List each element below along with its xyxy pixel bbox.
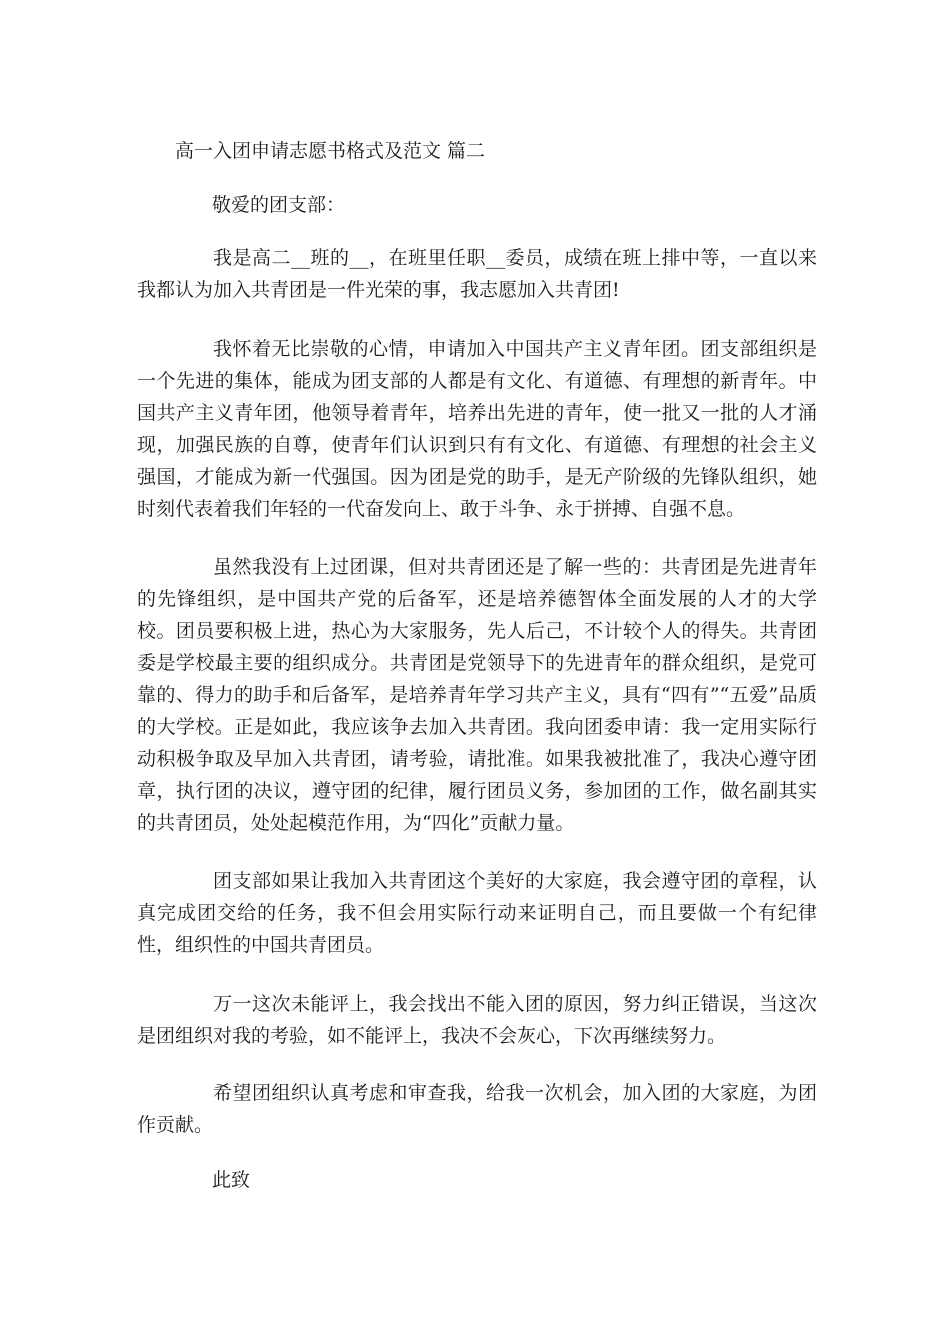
- paragraph: 万一这次未能评上，我会找出不能入团的原因，努力纠正错误，当这次是团组织对我的考验，如不能评上，我决不会灰心，下次再继续努力。: [137, 993, 817, 1047]
- salutation: 敬爱的团支部：: [212, 194, 346, 216]
- paragraph: 我怀着无比崇敬的心情，申请加入中国共产主义青年团。团支部组织是一个先进的集体，能成为团支部的人都是有文化、有道德、有理想的新青年。中国共产主义青年团，他领导着青年，培养出先进的青年，使一批又一批的人才涌现，加强民族的自尊，使青年们认识到只有有文化、有道德、有理想的社会主义强国，才能成为新一代强国。因为团是党的助手，是无产阶级的先锋队组织，她时刻代表着我们年轻的一代奋发向上、敢于斗争、永于拼搏、自强不息。: [137, 338, 817, 520]
- paragraph: 团支部如果让我加入共青团这个美好的大家庭，我会遵守团的章程，认真完成团交给的任务，我不但会用实际行动来证明自己，而且要做一个有纪律性，组织性的中国共青团员。: [137, 870, 817, 956]
- paragraph: 希望团组织认真考虑和审查我，给我一次机会，加入团的大家庭，为团作贡献。: [137, 1082, 817, 1136]
- paragraph: 虽然我没有上过团课，但对共青团还是了解一些的：共青团是先进青年的先锋组织，是中国共产党的后备军，还是培养德智体全面发展的人才的大学校。团员要积极上进，热心为大家服务，先人后己，不计较个人的得失。共青团委是学校最主要的组织成分。共青团是党领导下的先进青年的群众组织，是党可靠的、得力的助手和后备军，是培养青年学习共产主义，具有“四有”“五爱”品质的大学校。正是如此，我应该争去加入共青团。我向团委申请：我一定用实际行动积极争取及早加入共青团，请考验，请批准。如果我被批准了，我决心遵守团章，执行团的决议，遵守团的纪律，履行团员义务，参加团的工作，做名副其实的共青团员，处处起模范作用，为“四化”贡献力量。: [137, 556, 817, 834]
- closing-text: 此致: [212, 1169, 251, 1191]
- paragraph: 我是高二__班的__，在班里任职__委员，成绩在班上排中等，一直以来我都认为加入共青团是一件光荣的事，我志愿加入共青团!: [137, 247, 817, 301]
- document-title: 高一入团申请志愿书格式及范文 篇二: [175, 140, 486, 162]
